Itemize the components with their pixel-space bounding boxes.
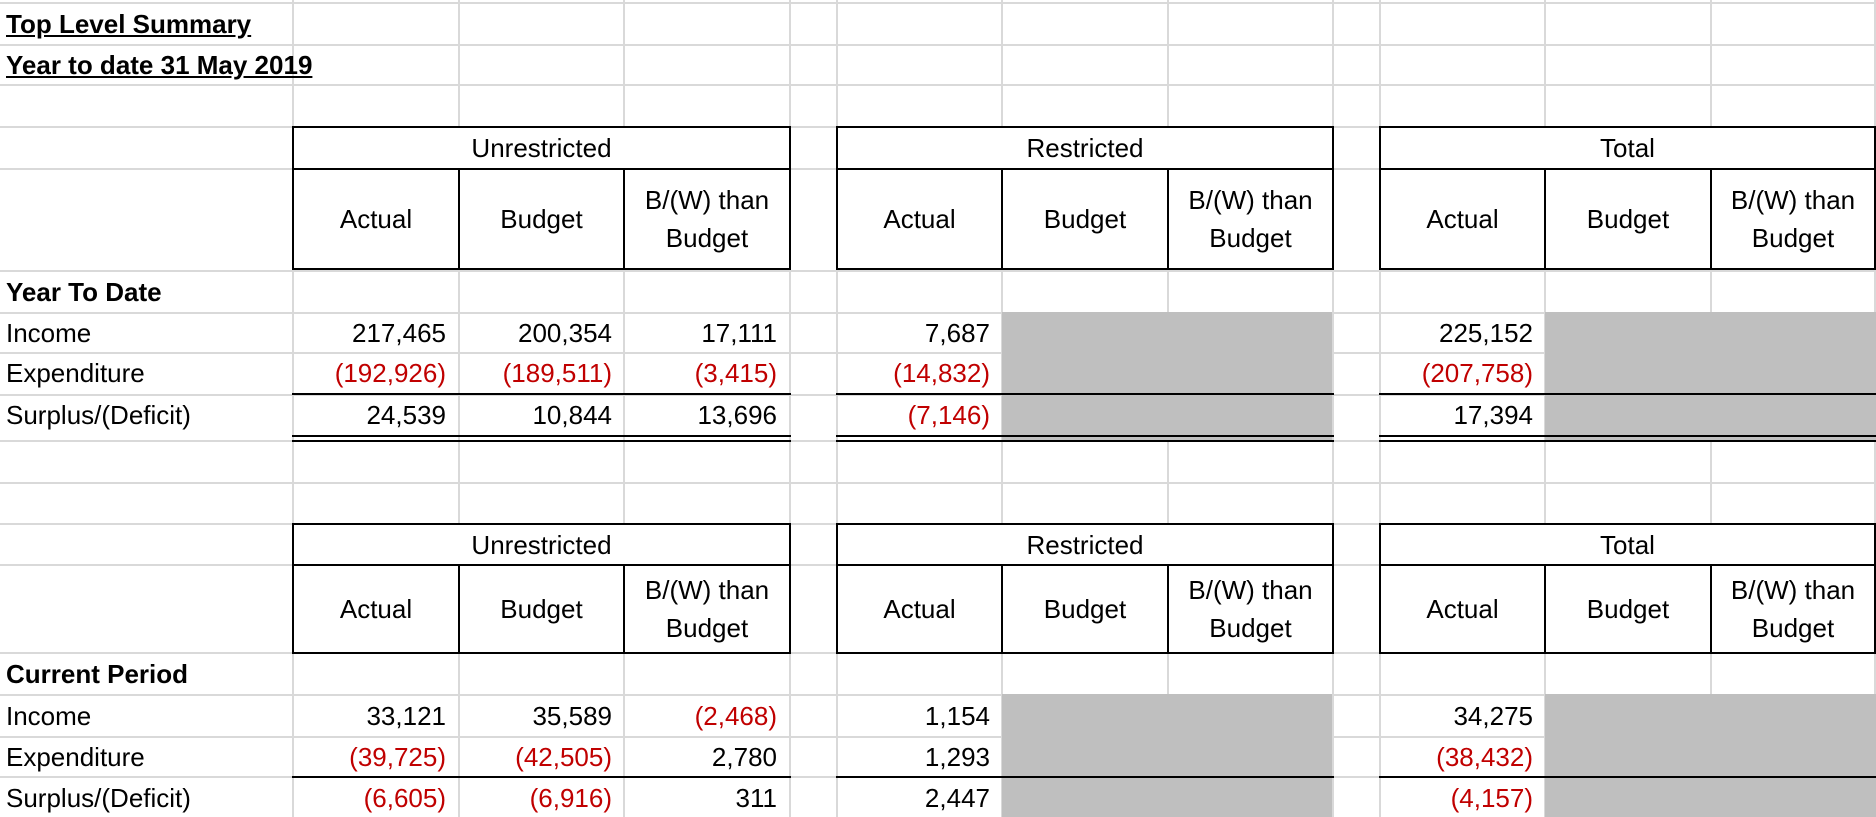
double-rule (292, 440, 791, 442)
label-variance: B/(W) than Budget (1730, 575, 1856, 643)
cell-value: 35,589 (532, 701, 612, 731)
gridline (0, 2, 1876, 4)
gridline (0, 84, 1876, 86)
cell-value: 2,780 (711, 742, 777, 772)
shaded-area (1002, 312, 1332, 442)
double-rule (1379, 440, 1876, 442)
group-header-unrestricted: Unrestricted (292, 126, 791, 170)
cell-value: 200,354 (518, 318, 612, 348)
cell-value: (14,832) (893, 358, 990, 388)
gridline (0, 270, 1876, 272)
cell-value: (207,758) (1421, 358, 1533, 388)
label-variance: B/(W) than Budget (644, 575, 770, 643)
cell-value: 311 (735, 783, 777, 813)
page-title: Top Level Summary (6, 9, 252, 39)
row-label-income: Income (6, 318, 92, 348)
cell-value: 33,121 (366, 701, 446, 731)
label-variance: B/(W) than Budget (1188, 575, 1313, 643)
cell-value: 1,293 (924, 742, 990, 772)
cell-value: (39,725) (349, 742, 446, 772)
double-rule (1379, 435, 1876, 437)
gridline (0, 44, 1876, 46)
label-budget: Budget (1586, 204, 1670, 234)
cell-value: 24,539 (366, 400, 446, 430)
label-budget: Budget (1043, 594, 1127, 624)
label-actual: Actual (883, 204, 956, 234)
subtotal-rule (292, 776, 791, 778)
label-budget: Budget (500, 594, 583, 624)
section-title: Current Period (6, 659, 189, 689)
label-actual: Actual (339, 594, 413, 624)
label-budget: Budget (1586, 594, 1670, 624)
group-header-unrestricted: Unrestricted (292, 523, 791, 566)
subtotal-rule (1379, 393, 1876, 395)
label-variance: B/(W) than Budget (644, 185, 770, 253)
group-header-restricted: Restricted (836, 126, 1334, 170)
cell-value: 2,447 (924, 783, 990, 813)
label-variance: B/(W) than Budget (1730, 185, 1856, 253)
cell-value: (38,432) (1436, 742, 1533, 772)
cell-value: 1,154 (924, 701, 990, 731)
cell-value: (42,505) (515, 742, 612, 772)
cell-value: 217,465 (352, 318, 446, 348)
cell-value: 10,844 (532, 400, 612, 430)
cell-value: (189,511) (502, 358, 612, 388)
label-actual: Actual (339, 204, 413, 234)
shaded-area (1545, 694, 1876, 817)
subtotal-rule (836, 776, 1334, 778)
cell-value: (192,926) (334, 358, 446, 388)
row-label-income: Income (6, 701, 92, 731)
label-actual: Actual (1426, 204, 1499, 234)
gridline (0, 482, 1876, 484)
cell-value: (6,916) (529, 783, 612, 813)
subtotal-rule (292, 393, 791, 395)
label-budget: Budget (500, 204, 583, 234)
section-title: Year To Date (6, 277, 162, 307)
cell-value: (2,468) (694, 701, 777, 731)
group-header-total: Total (1379, 523, 1876, 566)
cell-value: (7,146) (907, 400, 990, 430)
double-rule (836, 435, 1334, 437)
subtotal-rule (1379, 776, 1876, 778)
double-rule (836, 440, 1334, 442)
cell-value: 17,111 (701, 318, 777, 348)
shaded-area (1002, 694, 1332, 817)
cell-value: 13,696 (697, 400, 777, 430)
label-budget: Budget (1043, 204, 1127, 234)
row-label-expenditure: Expenditure (6, 358, 145, 388)
cell-value: 225,152 (1439, 318, 1533, 348)
label-actual: Actual (883, 594, 956, 624)
cell-value: (6,605) (363, 783, 446, 813)
label-variance: B/(W) than Budget (1188, 185, 1313, 253)
cell-value: 34,275 (1453, 701, 1533, 731)
label-actual: Actual (1426, 594, 1499, 624)
cell-value: (4,157) (1450, 783, 1533, 813)
subtotal-rule (836, 393, 1334, 395)
double-rule (292, 435, 791, 437)
row-label-expenditure: Expenditure (6, 742, 145, 772)
shaded-area (1545, 312, 1876, 442)
group-header-restricted: Restricted (836, 523, 1334, 566)
page-subtitle: Year to date 31 May 2019 (6, 50, 313, 80)
row-label-surplus: Surplus/(Deficit) (6, 400, 191, 430)
row-label-surplus: Surplus/(Deficit) (6, 783, 191, 813)
cell-value: 17,394 (1453, 400, 1533, 430)
cell-value: 7,687 (924, 318, 990, 348)
cell-value: (3,415) (694, 358, 777, 388)
group-header-total: Total (1379, 126, 1876, 170)
